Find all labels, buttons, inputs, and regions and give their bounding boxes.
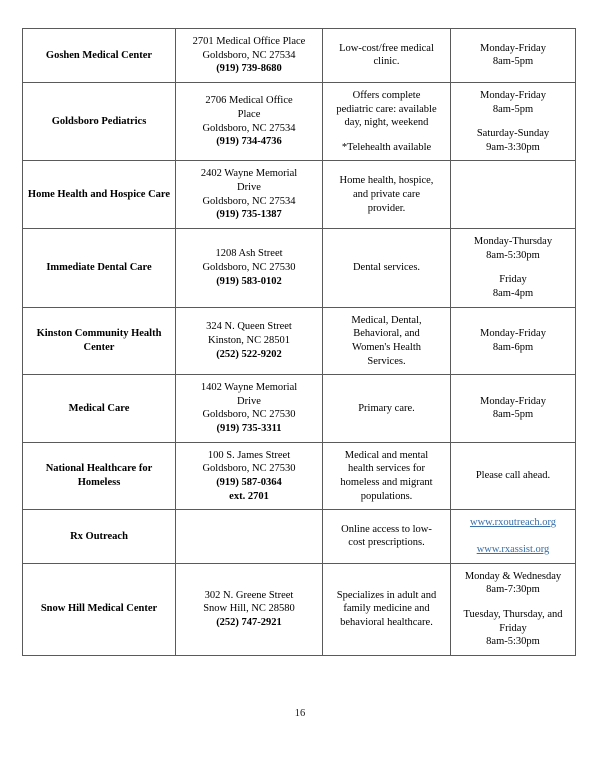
phone-line: (919) 587-0364: [216, 477, 282, 489]
cell-address: [176, 375, 323, 443]
text-line: provider.: [367, 202, 406, 214]
cell-description: [323, 82, 451, 161]
text-line: Dental services.: [352, 262, 421, 273]
text-line: Medical, Dental,: [351, 314, 422, 326]
phone-line: (919) 739-8680: [216, 63, 282, 75]
text-line: 8am-5pm: [492, 103, 534, 115]
cell-organization-name: Immediate Dental Care: [23, 229, 176, 308]
table-row: [23, 29, 576, 83]
text-line: cost prescriptions.: [348, 537, 425, 549]
text-line: Monday-Friday: [480, 395, 546, 407]
text-line: Drive: [237, 182, 261, 194]
phone-line: (919) 735-1387: [216, 209, 282, 221]
cell-address: [176, 563, 323, 655]
link-line: [455, 543, 571, 557]
cell-address: [176, 161, 323, 229]
text-line: 2706 Medical Office: [205, 95, 293, 107]
cell-address: [176, 307, 323, 375]
cell-description: [323, 375, 451, 443]
line-spacer: [455, 116, 571, 127]
cell-organization-name: Rx Outreach: [23, 510, 176, 563]
cell-organization-name: Snow Hill Medical Center: [23, 563, 176, 655]
text-line: Snow Hill, NC 28580: [203, 603, 295, 615]
text-line: Goldsboro, NC 27534: [202, 195, 296, 207]
text-line: 100 S. James Street: [207, 449, 291, 461]
text-line: 8am-5pm: [492, 56, 534, 68]
cell-description: [323, 29, 451, 83]
cell-organization-name: Goldsboro Pediatrics: [23, 82, 176, 161]
text-line: Behavioral, and: [353, 328, 420, 340]
table-row: [23, 563, 576, 655]
text-line: Goldsboro, NC 27530: [202, 463, 296, 475]
line-spacer: [327, 130, 446, 141]
text-line: pediatric care: available: [336, 103, 437, 115]
text-line: Monday-Friday: [480, 89, 546, 101]
table-row: [23, 510, 576, 563]
cell-address: [176, 442, 323, 510]
text-line: clinic.: [373, 56, 400, 68]
text-line: Medical and mental: [344, 449, 429, 461]
table-row: [23, 307, 576, 375]
text-line: Monday-Thursday: [473, 236, 553, 248]
cell-description: [323, 563, 451, 655]
text-line: Home health, hospice,: [339, 175, 434, 187]
text-line: Drive: [237, 395, 261, 407]
cell-hours: [451, 161, 576, 229]
text-line: 324 N. Queen Street: [206, 321, 292, 333]
cell-address: [176, 510, 323, 563]
cell-hours: [451, 375, 576, 443]
table-row: [23, 442, 576, 510]
text-line: 8am-6pm: [492, 341, 534, 353]
cell-address: [176, 82, 323, 161]
cell-organization-name: Home Health and Hospice Care: [23, 161, 176, 229]
text-line: Goldsboro, NC 27530: [202, 262, 296, 273]
healthcare-resources-table: [22, 28, 576, 656]
table-row: [23, 82, 576, 161]
text-line: *Telehealth available: [341, 141, 432, 153]
line-spacer: [455, 262, 571, 273]
text-line: 8am-5:30pm: [486, 636, 540, 648]
table-row: [23, 375, 576, 443]
cell-description: [323, 442, 451, 510]
cell-address: [176, 29, 323, 83]
resource-table-container: [22, 28, 575, 656]
text-line: and private care: [352, 188, 421, 200]
cell-hours: [451, 29, 576, 83]
text-line: Goldsboro, NC 27534: [202, 122, 296, 134]
link-line: [455, 516, 571, 530]
text-line: Please call ahead.: [475, 470, 551, 482]
text-line: Friday: [499, 622, 527, 634]
external-link[interactable]: www.rxoutreach.org: [469, 517, 556, 529]
cell-organization-name: Medical Care: [23, 375, 176, 443]
cell-organization-name: Goshen Medical Center: [23, 29, 176, 83]
text-line: 1402 Wayne Memorial: [200, 382, 298, 394]
text-line: Monday-Friday: [480, 42, 546, 54]
link-spacer: [455, 530, 571, 543]
text-line: Online access to low-: [341, 523, 432, 535]
cell-description: [323, 510, 451, 563]
cell-hours: [451, 229, 576, 308]
external-link[interactable]: www.rxassist.org: [476, 543, 550, 555]
text-line: 1208 Ash Street: [215, 248, 283, 260]
cell-address: [176, 229, 323, 308]
text-line: Tuesday, Thursday, and: [463, 608, 563, 620]
cell-hours: [451, 307, 576, 375]
phone-line: ext. 2701: [229, 490, 269, 502]
table-row: [23, 229, 576, 308]
cell-hours: [451, 82, 576, 161]
text-line: homeless and migrant: [340, 477, 433, 489]
cell-organization-name: National Healthcare for Homeless: [23, 442, 176, 510]
text-line: Primary care.: [358, 402, 415, 414]
text-line: 2402 Wayne Memorial: [200, 168, 298, 180]
text-line: Saturday-Sunday: [476, 128, 550, 140]
text-line: Goldsboro, NC 27534: [202, 49, 296, 61]
phone-line: (919) 734-4736: [216, 136, 282, 148]
text-line: 9am-3:30pm: [486, 141, 540, 153]
text-line: Kinston, NC 28501: [208, 335, 290, 347]
text-line: 8am-4pm: [492, 287, 534, 299]
text-line: family medicine and: [343, 603, 430, 615]
text-line: Friday: [499, 274, 527, 286]
phone-line: (919) 583-0102: [216, 275, 282, 287]
text-line: 2701 Medical Office Place: [192, 36, 306, 47]
text-line: Monday-Friday: [480, 328, 546, 340]
text-line: 8am-5pm: [492, 409, 534, 421]
cell-hours: [451, 442, 576, 510]
cell-description: [323, 307, 451, 375]
text-line: Offers complete: [352, 89, 421, 101]
phone-line: (252) 747-2921: [216, 617, 282, 628]
cell-hours: [451, 510, 576, 563]
text-line: 8am-5:30pm: [486, 249, 540, 261]
table-body: [23, 29, 576, 656]
text-line: populations.: [360, 490, 413, 502]
phone-line: (252) 522-9202: [216, 348, 282, 360]
text-line: Services.: [367, 355, 406, 367]
text-line: Women's Health: [352, 341, 421, 353]
text-line: Place: [237, 109, 261, 121]
text-line: behavioral healthcare.: [340, 617, 433, 628]
line-spacer: [455, 597, 571, 608]
table-row: [23, 161, 576, 229]
cell-organization-name: Kinston Community Health Center: [23, 307, 176, 375]
text-line: Specializes in adult and: [336, 589, 437, 601]
cell-description: [323, 161, 451, 229]
text-line: Monday & Wednesday: [464, 570, 562, 582]
text-line: 8am-7:30pm: [486, 584, 540, 596]
page-number: 16: [294, 708, 306, 719]
text-line: 302 N. Greene Street: [204, 589, 294, 601]
phone-line: (919) 735-3311: [216, 423, 282, 435]
cell-hours: [451, 563, 576, 655]
text-line: health services for: [348, 463, 425, 475]
text-line: Low-cost/free medical: [339, 42, 434, 54]
text-line: Goldsboro, NC 27530: [202, 409, 296, 421]
text-line: day, night, weekend: [344, 117, 429, 129]
cell-description: [323, 229, 451, 308]
